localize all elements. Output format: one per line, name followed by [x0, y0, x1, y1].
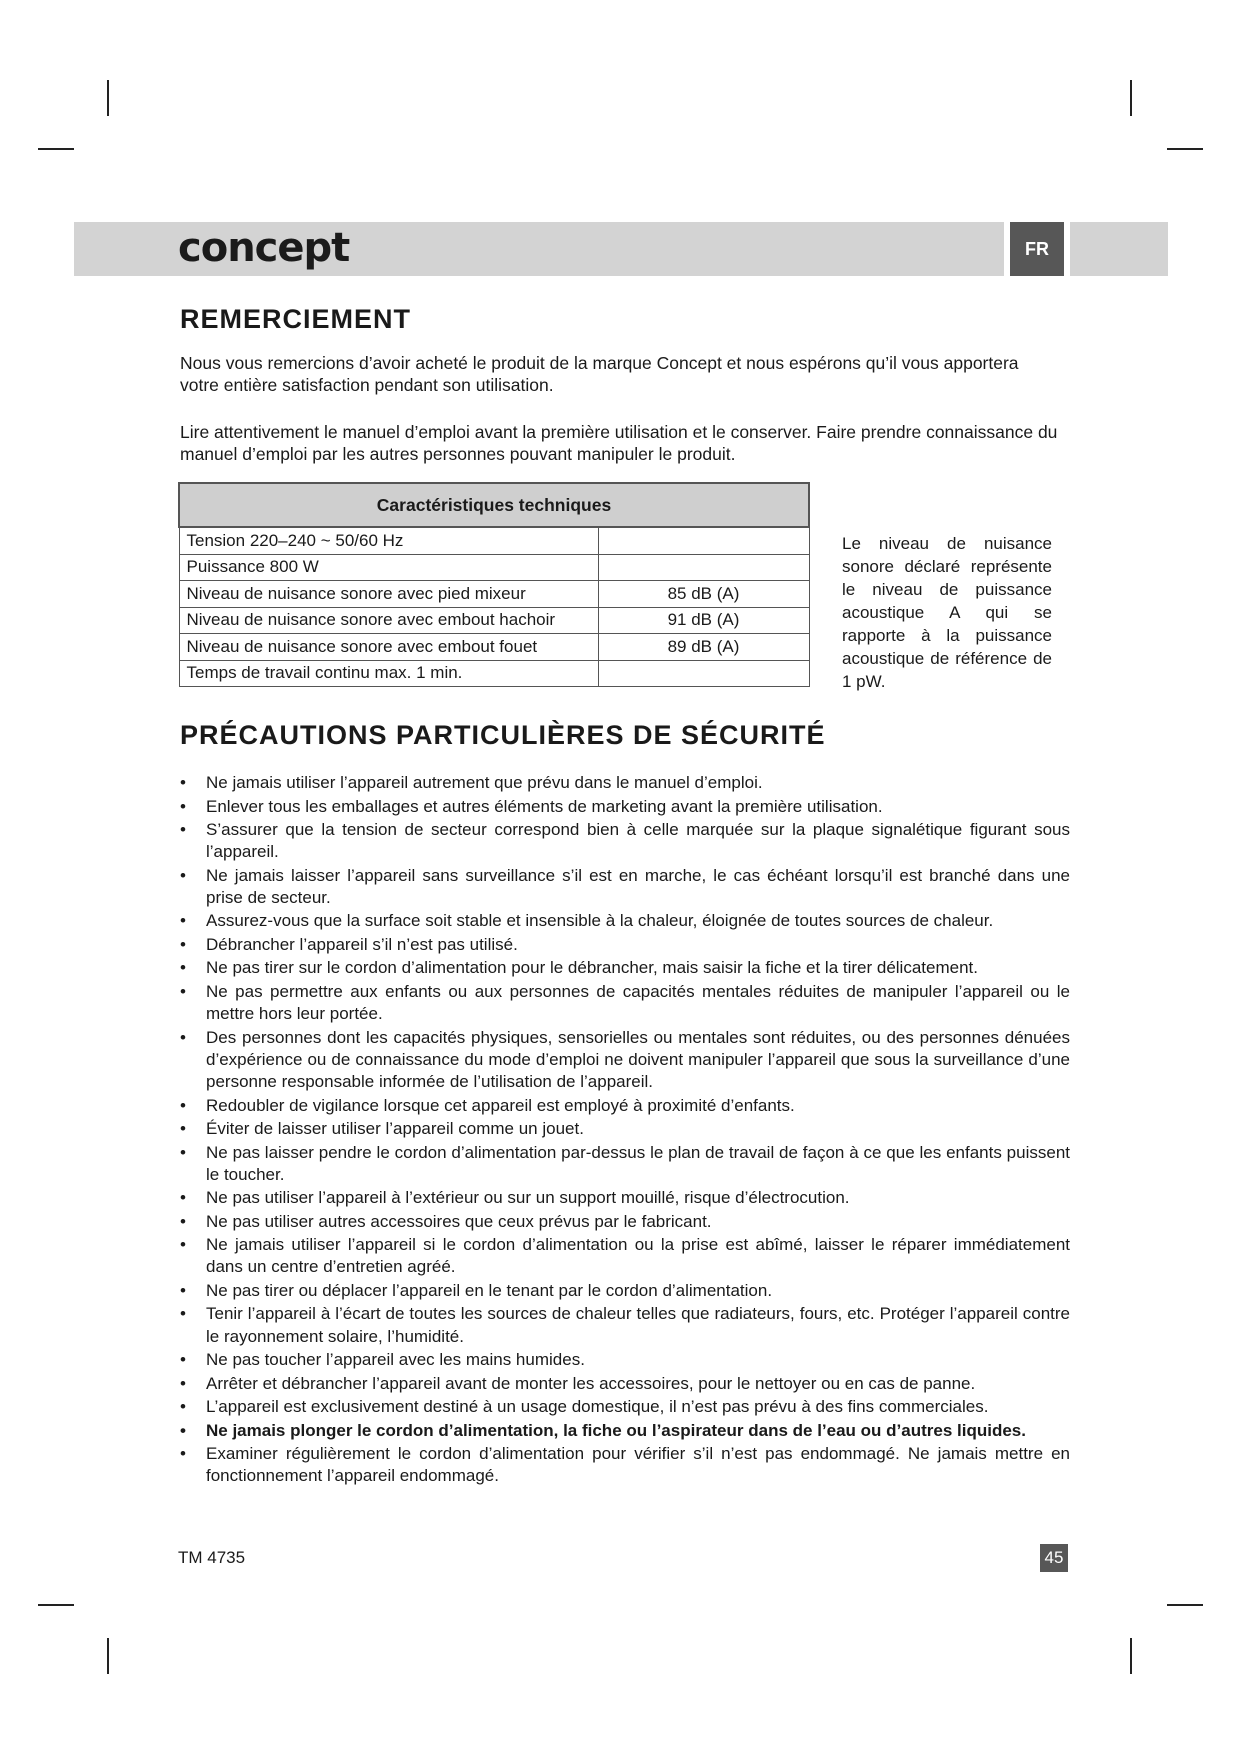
safety-list — [180, 772, 1070, 1489]
table-row — [179, 554, 809, 581]
list-item: • Enlever tous les emballages et autres éléments de marketing avant la première utilisation. — [180, 796, 1070, 818]
table-row — [179, 660, 809, 687]
specs-table — [178, 482, 810, 687]
specs-table-title: Caractéristiques techniques — [179, 483, 809, 527]
list-item: • Ne pas utiliser autres accessoires que ceux prévus par le fabricant. — [180, 1211, 1070, 1233]
crop-mark — [38, 1604, 74, 1606]
crop-mark — [38, 148, 74, 150]
list-item: • Ne jamais utiliser l’appareil autrement que prévu dans le manuel d’emploi. — [180, 772, 1070, 794]
spec-value — [598, 527, 809, 554]
list-item: • Examiner régulièrement le cordon d’alimentation pour vérifier s’il n’est pas endommagé. Ne jamais mettre en fonctionnement l’appareil endommagé. — [180, 1443, 1070, 1487]
list-item: • Assurez-vous que la surface soit stable et insensible à la chaleur, éloignée de toutes sources de chaleur. — [180, 910, 1070, 932]
list-item: • Éviter de laisser utiliser l’appareil comme un jouet. — [180, 1118, 1070, 1140]
thanks-paragraph-2: Lire attentivement le manuel d’emploi avant la première utilisation et le conserver. Faire prendre connaissance du manuel d’emploi par les autres personnes pouvant manipuler le produit. — [180, 422, 1058, 464]
spec-label: Puissance 800 W — [179, 554, 598, 581]
list-item: • Arrêter et débrancher l’appareil avant de monter les accessoires, pour le nettoyer ou en cas de panne. — [180, 1373, 1070, 1395]
table-row — [179, 527, 809, 554]
model-number: TM 4735 — [178, 1548, 246, 1567]
list-item: • Ne pas tirer sur le cordon d’alimentation pour le débrancher, mais saisir la fiche et la tirer délicatement. — [180, 957, 1070, 979]
list-item: • Ne pas utiliser l’appareil à l’extérieur ou sur un support mouillé, risque d’électrocution. — [180, 1187, 1070, 1209]
spec-value: 85 dB (A) — [598, 581, 809, 608]
list-item: • Ne jamais utiliser l’appareil si le cordon d’alimentation ou la prise est abîmé, laisser le réparer immédiatement dans un centre d’entretien agréé. — [180, 1234, 1070, 1278]
table-row — [179, 581, 809, 608]
crop-mark — [1130, 1638, 1132, 1674]
noise-note: Le niveau de nuisance sonore déclaré représente le niveau de puissance acoustique A qui se rapporte à la puissance acoustique de référence de 1 pW. — [842, 534, 1052, 691]
list-item: • Des personnes dont les capacités physiques, sensorielles ou mentales sont réduites, ou des personnes dénuées d’expérience ou de connaissance du mode d’emploi ne doivent manipuler l’appareil que sous la surveillance d’une personne responsable informée de l’utilisation de l’appareil. — [180, 1027, 1070, 1094]
list-item: • Ne pas tirer ou déplacer l’appareil en le tenant par le cordon d’alimentation. — [180, 1280, 1070, 1302]
spec-label: Niveau de nuisance sonore avec pied mixeur — [179, 581, 598, 608]
crop-mark — [107, 80, 109, 116]
crop-mark — [1130, 80, 1132, 116]
crop-mark — [1167, 1604, 1203, 1606]
table-row — [179, 634, 809, 661]
list-item: • Ne pas laisser pendre le cordon d’alimentation par-dessus le plan de travail de façon à ce que les enfants puissent le toucher. — [180, 1142, 1070, 1186]
spec-label: Niveau de nuisance sonore avec embout fouet — [179, 634, 598, 661]
spec-value: 91 dB (A) — [598, 607, 809, 634]
brand-logo: concept — [178, 225, 350, 271]
spec-value — [598, 554, 809, 581]
list-item: • L’appareil est exclusivement destiné à un usage domestique, il n’est pas prévu à des fins commerciales. — [180, 1396, 1070, 1418]
spec-label: Niveau de nuisance sonore avec embout hachoir — [179, 607, 598, 634]
spec-value — [598, 660, 809, 687]
list-item: • Débrancher l’appareil s’il n’est pas utilisé. — [180, 934, 1070, 956]
list-item: • Ne pas permettre aux enfants ou aux personnes de capacités mentales réduites de manipuler l’appareil ou le mettre hors leur portée. — [180, 981, 1070, 1025]
thanks-paragraph-1: Nous vous remercions d’avoir acheté le produit de la marque Concept et nous espérons qu’il vous apportera votre entière satisfaction pendant son utilisation. — [180, 353, 1019, 395]
list-item: • Tenir l’appareil à l’écart de toutes les sources de chaleur telles que radiateurs, fours, etc. Protéger l’appareil contre le rayonnement solaire, l’humidité. — [180, 1303, 1070, 1347]
spec-label: Temps de travail continu max. 1 min. — [179, 660, 598, 687]
list-item: • Ne pas toucher l’appareil avec les mains humides. — [180, 1349, 1070, 1371]
list-item: • S’assurer que la tension de secteur correspond bien à celle marquée sur la plaque signalétique figurant sous l’appareil. — [180, 819, 1070, 863]
thanks-title: REMERCIEMENT — [180, 304, 412, 334]
crop-mark — [1167, 148, 1203, 150]
list-item: • Ne jamais laisser l’appareil sans surveillance s’il est en marche, le cas échéant lorsqu’il est branché dans une prise de secteur. — [180, 865, 1070, 909]
table-row — [179, 607, 809, 634]
safety-title: PRÉCAUTIONS PARTICULIÈRES DE SÉCURITÉ — [180, 720, 826, 750]
spec-value: 89 dB (A) — [598, 634, 809, 661]
spec-label: Tension 220–240 ~ 50/60 Hz — [179, 527, 598, 554]
crop-mark — [107, 1638, 109, 1674]
language-badge: FR — [1004, 222, 1070, 276]
page-number: 45 — [1040, 1544, 1068, 1572]
list-item-warning: • Ne jamais plonger le cordon d’alimentation, la fiche ou l’aspirateur dans de l’eau ou d’autres liquides. — [180, 1420, 1070, 1442]
header-bar — [74, 222, 1168, 276]
list-item: • Redoubler de vigilance lorsque cet appareil est employé à proximité d’enfants. — [180, 1095, 1070, 1117]
